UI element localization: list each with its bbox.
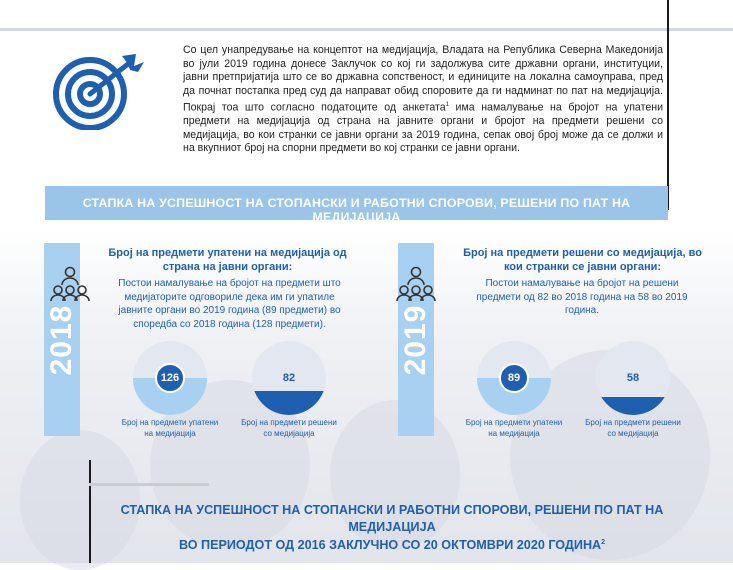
cut-off-heading xyxy=(0,0,733,6)
circle-fill xyxy=(596,397,670,416)
footnote-marker: 2 xyxy=(601,539,606,546)
year-label: 2019 xyxy=(399,304,432,375)
divider-line xyxy=(89,483,209,486)
circle-fill xyxy=(252,391,326,415)
circle-label: Број на предмети решени со медијација xyxy=(585,418,681,438)
bottom-title-line2 xyxy=(90,535,694,554)
block-title-2019: Број на предмети решени со медијација, во кои странки се јавни органи: xyxy=(463,247,702,273)
bottom-title-line2-text: ВО ПЕРИОДОТ ОД 2016 ЗАКЛУЧНО СО 20 ОКТОМВРИ 2020 ГОДИНА xyxy=(178,538,602,553)
footnote-marker: 1 xyxy=(445,101,449,108)
year-label: 2018 xyxy=(45,304,78,375)
circle-label: Број на предмети упатени на медијација xyxy=(121,418,219,438)
intro-text-continued: има намалување на бројот на упатени предмети на медијација од страна на јавните органи и бројот на предмети решени со медијација, во кои странки се јавни органи за 2019 година, сепак овој број може да се должи и на вкупниот број на спорни предмети во кој странки се јавни органи. xyxy=(183,101,663,155)
target-icon xyxy=(50,52,150,130)
circle-chart-2019-referred xyxy=(477,341,551,415)
intro-text: Со цел унапредување на концептот на медијација, Владата на Република Северна Македонија во јули 2019 година донесе Заклучок со кој ги задолжува сите државни органи, институции, јавни претпријатија што се во државна сопственост, и единиците на локална самоуправа, пред да почнат постапка пред суд да направат обид споровите да ги надминат по пат на медијација. Покрај тоа што согласно податоците од анкетата xyxy=(183,44,663,114)
circle-chart-2019-resolved xyxy=(596,341,670,415)
circle-chart-2018-resolved xyxy=(252,341,326,415)
circle-label: Број на предмети упатени на медијација xyxy=(465,418,563,438)
bottom-section-title xyxy=(90,502,694,554)
banner-title: СТАПКА НА УСПЕШНОСТ НА СТОПАНСКИ И РАБОТНИ СПОРОВИ, РЕШЕНИ ПО ПАТ НА МЕДИЈАЦИЈА xyxy=(82,196,631,224)
block-text-2019: Постои намалување на бројот на решени предмети од 82 во 2018 година на 58 во 2019 година. xyxy=(476,278,688,316)
block-text-2018: Постои намалување на бројот на предмети што медијаторите одговориле дека им ги упатиле јавните органи во 2019 година (89 предмети) во споредба со 2018 година (128 предмети). xyxy=(118,278,341,330)
section-banner xyxy=(45,186,668,224)
intro-paragraph xyxy=(183,44,663,156)
circle-label: Број на предмети решени со медијација xyxy=(241,418,337,438)
divider-line xyxy=(0,28,733,31)
people-icon xyxy=(50,265,90,303)
circle-value: 82 xyxy=(276,365,302,391)
bottom-title-line1: СТАПКА НА УСПЕШНОСТ НА СТОПАНСКИ И РАБОТНИ СПОРОВИ, РЕШЕНИ ПО ПАТ НА МЕДИЈАЦИЈА xyxy=(120,503,664,534)
people-icon xyxy=(396,265,436,303)
circle-value: 89 xyxy=(499,363,529,393)
circle-chart-2018-referred xyxy=(133,341,207,415)
vertical-rule xyxy=(667,0,669,210)
circle-value: 126 xyxy=(155,363,185,393)
block-title-2018: Број на предмети упатени на медијација од страна на јавни органи: xyxy=(108,247,347,273)
circle-value: 58 xyxy=(620,365,646,391)
